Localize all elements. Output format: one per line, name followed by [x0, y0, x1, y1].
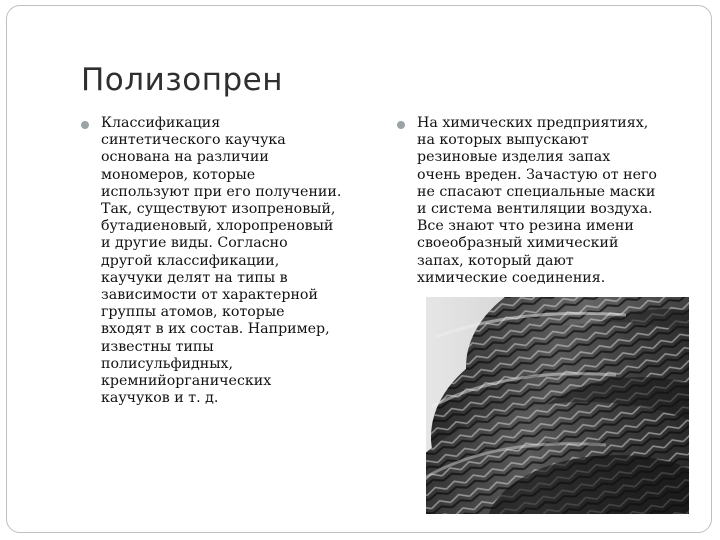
car-tires-photo [426, 297, 689, 514]
paragraph-line: резиновые изделия запах [417, 149, 611, 166]
paragraph-line: Классификация [101, 115, 221, 131]
paragraph-line: На химических предприятиях, [417, 115, 649, 131]
paragraph-line: используют при его получении. [101, 183, 342, 200]
paragraph-line: известны типы [101, 338, 214, 355]
paragraph-line: основана на различии [101, 149, 269, 166]
paragraph-line: запах, который дают [417, 252, 574, 269]
paragraph-line: бутадиеновый, хлоропреновый [101, 218, 334, 235]
paragraph-line: и другие виды. Согласно [101, 235, 288, 252]
paragraph-line: каучуки делят на типы в [101, 269, 288, 286]
paragraph-line: мономеров, которые [101, 166, 256, 183]
paragraph-line: очень вреден. Зачастую от него [417, 166, 657, 183]
slide-title: Полизопрен [81, 62, 283, 98]
bullet-icon [397, 121, 405, 129]
paragraph-line: и система вентиляции воздуха. [417, 201, 653, 218]
right-bullet-paragraph [417, 115, 692, 287]
paragraph-line: полисульфидных, [101, 355, 234, 372]
paragraph-line: другой классификации, [101, 252, 280, 269]
paragraph-line: кремнийорганических [101, 373, 272, 390]
paragraph-line: каучуков и т. д. [101, 390, 219, 407]
paragraph-line: своеобразный химический [417, 235, 619, 252]
paragraph-line: зависимости от характерной [101, 287, 318, 304]
bullet-icon [81, 121, 89, 129]
left-bullet-paragraph [101, 115, 371, 407]
paragraph-line: не спасают специальные маски [417, 183, 656, 200]
paragraph-line: группы атомов, которые [101, 304, 285, 321]
paragraph-line: Все знают что резина имени [417, 218, 634, 235]
paragraph-line: Так, существуют изопреновый, [101, 201, 336, 218]
paragraph-line: синтетического каучука [101, 132, 286, 149]
car-tires-illustration [426, 297, 689, 514]
paragraph-line: химические соединения. [417, 269, 606, 286]
paragraph-line: на которых выпускают [417, 132, 589, 149]
paragraph-line: входят в их состав. Например, [101, 321, 330, 338]
